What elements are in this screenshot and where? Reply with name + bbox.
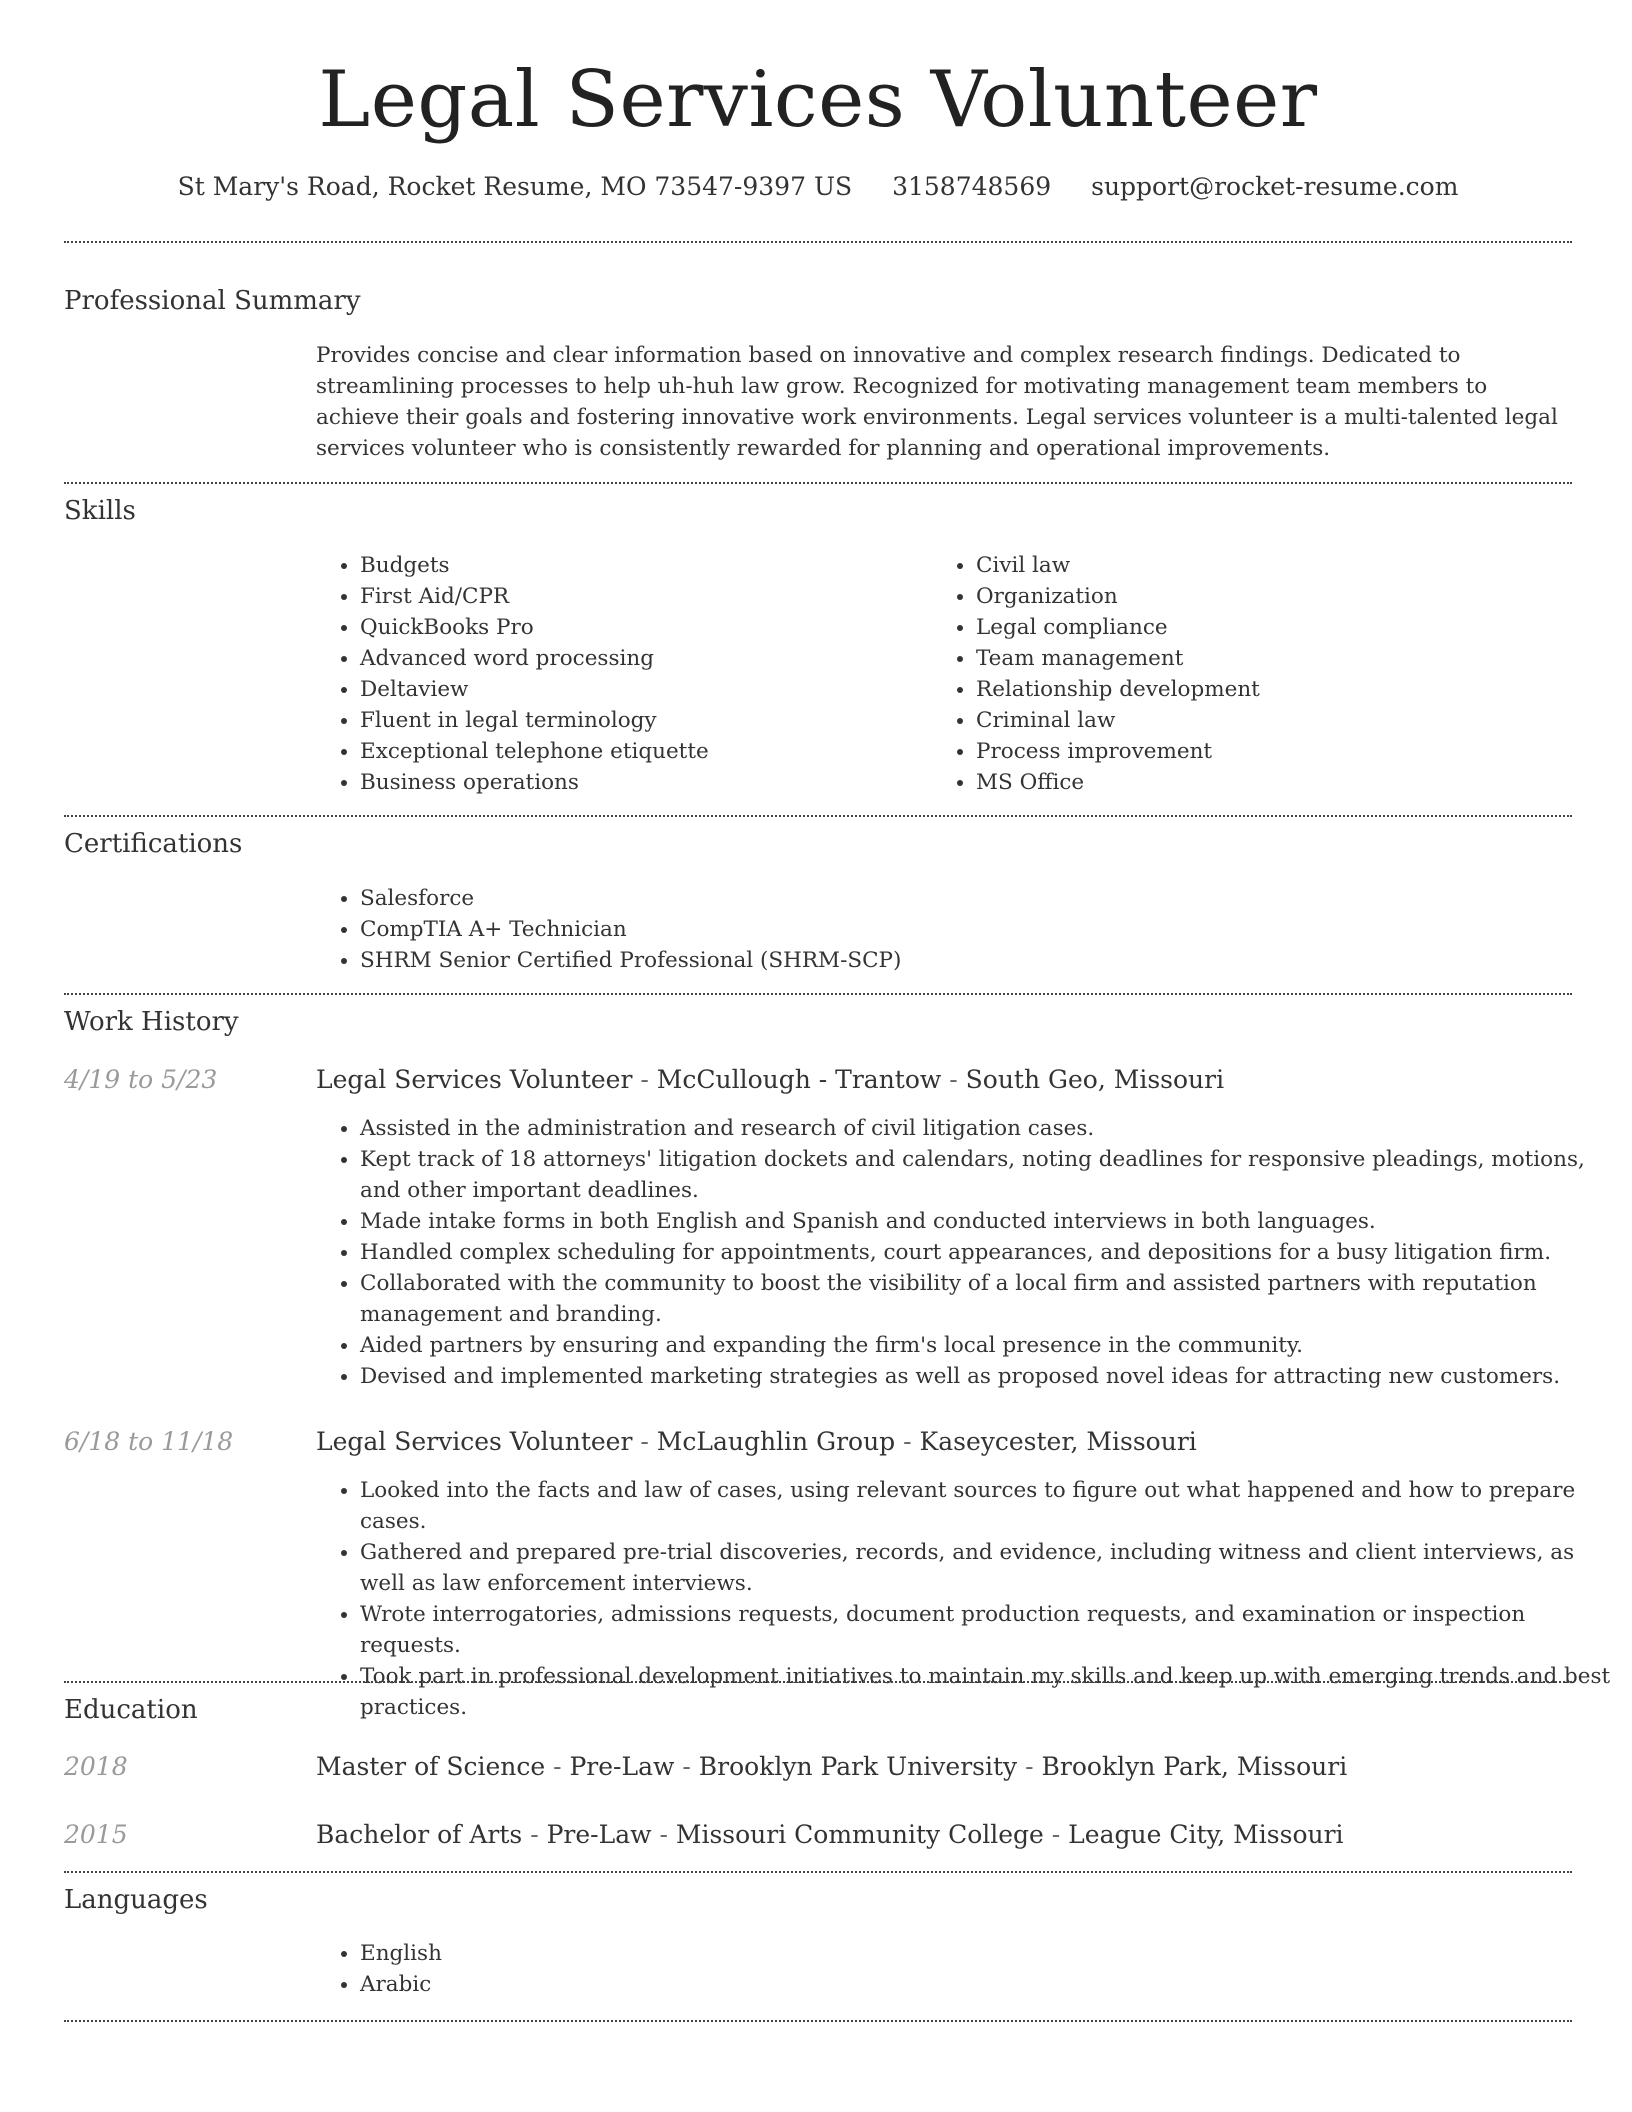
skills-list-left xyxy=(316,550,920,798)
skill-item: • Deltaview xyxy=(360,674,920,705)
skill-item: • Exceptional telephone etiquette xyxy=(360,736,920,767)
separator: - xyxy=(632,1065,657,1094)
certification-item: • CompTIA A+ Technician xyxy=(360,914,1560,945)
job-bullet: • Collaborated with the community to boost the visibility of a local firm and assisted partners with reputation management and branding. xyxy=(360,1268,1616,1330)
divider xyxy=(64,993,1572,995)
job-dates: 4/19 to 5/23 xyxy=(64,1065,218,1094)
job-bullet: • Aided partners by ensuring and expanding the firm's local presence in the community. xyxy=(360,1330,1616,1361)
contact-line xyxy=(64,170,1572,204)
separator: - xyxy=(651,1820,676,1849)
separator: - xyxy=(941,1065,966,1094)
education-school: Brooklyn Park University xyxy=(698,1752,1018,1781)
skill-item: • Organization xyxy=(976,581,1576,612)
divider xyxy=(64,482,1572,484)
divider xyxy=(64,2020,1572,2022)
skill-item: • Relationship development xyxy=(976,674,1576,705)
job-location: Kaseycester, Missouri xyxy=(919,1427,1197,1456)
job-bullet: • Looked into the facts and law of cases, using relevant sources to figure out what happened and how to prepare cases. xyxy=(360,1475,1616,1537)
email: support@rocket-resume.com xyxy=(1091,172,1459,201)
job-bullet: • Handled complex scheduling for appointments, court appearances, and depositions for a busy litigation firm. xyxy=(360,1237,1616,1268)
separator: - xyxy=(895,1427,920,1456)
phone: 3158748569 xyxy=(892,172,1052,201)
job-heading xyxy=(316,1425,1197,1459)
section-title-languages: Languages xyxy=(64,1885,208,1915)
education-year: 2018 xyxy=(64,1752,128,1781)
education-school: Missouri Community College xyxy=(675,1820,1044,1849)
summary-text: Provides concise and clear information based on innovative and complex research findings. Dedicated to streamlining processes to help uh-huh law grow. Recognized for motivating management team members to achieve their goals and fostering innovative work environments. Legal services volunteer is a multi-talented legal services volunteer who is consistently rewarded for planning and operational improvements. xyxy=(316,343,1558,461)
education-heading xyxy=(316,1818,1344,1852)
separator: - xyxy=(545,1752,570,1781)
skill-item: • QuickBooks Pro xyxy=(360,612,920,643)
language-item: • English xyxy=(360,1938,1160,1969)
education-location: Brooklyn Park, Missouri xyxy=(1041,1752,1348,1781)
separator: - xyxy=(522,1820,547,1849)
education-year: 2015 xyxy=(64,1820,128,1849)
separator: - xyxy=(674,1752,699,1781)
job-bullet: • Wrote interrogatories, admissions requests, document production requests, and examination or inspection requests. xyxy=(360,1599,1616,1661)
skills-list-right xyxy=(932,550,1576,798)
language-item: • Arabic xyxy=(360,1969,1160,2000)
education-field: Pre-Law xyxy=(546,1820,652,1849)
education-degree: Master of Science xyxy=(316,1752,546,1781)
certification-item: • Salesforce xyxy=(360,883,1560,914)
languages-list xyxy=(316,1938,1160,2000)
certifications-list xyxy=(316,883,1560,976)
skill-item: • First Aid/CPR xyxy=(360,581,920,612)
skill-item: • Budgets xyxy=(360,550,920,581)
job-bullets xyxy=(316,1475,1616,1723)
education-field: Pre-Law xyxy=(569,1752,675,1781)
divider xyxy=(64,1681,1572,1683)
section-title-skills: Skills xyxy=(64,496,136,526)
job-bullet: • Took part in professional development initiatives to maintain my skills and keep up with emerging trends and best practices. xyxy=(360,1661,1616,1723)
job-location: South Geo, Missouri xyxy=(965,1065,1225,1094)
job-heading xyxy=(316,1063,1224,1097)
job-role: Legal Services Volunteer xyxy=(316,1427,633,1456)
skill-item: • Advanced word processing xyxy=(360,643,920,674)
job-bullet: • Made intake forms in both English and Spanish and conducted interviews in both languages. xyxy=(360,1206,1616,1237)
divider xyxy=(64,815,1572,817)
separator: - xyxy=(632,1427,657,1456)
section-title-education: Education xyxy=(64,1695,198,1725)
divider xyxy=(64,241,1572,243)
job-bullet: • Assisted in the administration and research of civil litigation cases. xyxy=(360,1113,1616,1144)
job-bullet: • Kept track of 18 attorneys' litigation dockets and calendars, noting deadlines for responsive pleadings, motions, and other important deadlines. xyxy=(360,1144,1616,1206)
skill-item: • Process improvement xyxy=(976,736,1576,767)
skill-item: • Criminal law xyxy=(976,705,1576,736)
separator: - xyxy=(1043,1820,1069,1849)
skill-item: • MS Office xyxy=(976,767,1576,798)
job-bullet: • Devised and implemented marketing strategies as well as proposed novel ideas for attracting new customers. xyxy=(360,1361,1616,1392)
candidate-name: Legal Services Volunteer xyxy=(318,55,1318,145)
job-company: McCullough - Trantow xyxy=(656,1065,942,1094)
skill-item: • Legal compliance xyxy=(976,612,1576,643)
certification-item: • SHRM Senior Certified Professional (SHRM-SCP) xyxy=(360,945,1560,976)
job-company: McLaughlin Group xyxy=(656,1427,896,1456)
skill-item: • Business operations xyxy=(360,767,920,798)
section-title-work-history: Work History xyxy=(64,1007,239,1037)
separator: - xyxy=(1017,1752,1042,1781)
job-dates: 6/18 to 11/18 xyxy=(64,1427,234,1456)
address: St Mary's Road, Rocket Resume, MO 73547-9397 US xyxy=(177,172,853,201)
education-degree: Bachelor of Arts xyxy=(316,1820,523,1849)
skill-item: • Fluent in legal terminology xyxy=(360,705,920,736)
skill-item: • Team management xyxy=(976,643,1576,674)
education-heading xyxy=(316,1750,1347,1784)
skill-item: • Civil law xyxy=(976,550,1576,581)
section-title-summary: Professional Summary xyxy=(64,286,361,316)
divider xyxy=(64,1871,1572,1873)
job-role: Legal Services Volunteer xyxy=(316,1065,633,1094)
section-title-certifications: Certifications xyxy=(64,829,243,859)
job-bullet: • Gathered and prepared pre-trial discoveries, records, and evidence, including witness and client interviews, as well as law enforcement interviews. xyxy=(360,1537,1616,1599)
job-bullets xyxy=(316,1113,1616,1392)
education-location: League City, Missouri xyxy=(1068,1820,1344,1849)
